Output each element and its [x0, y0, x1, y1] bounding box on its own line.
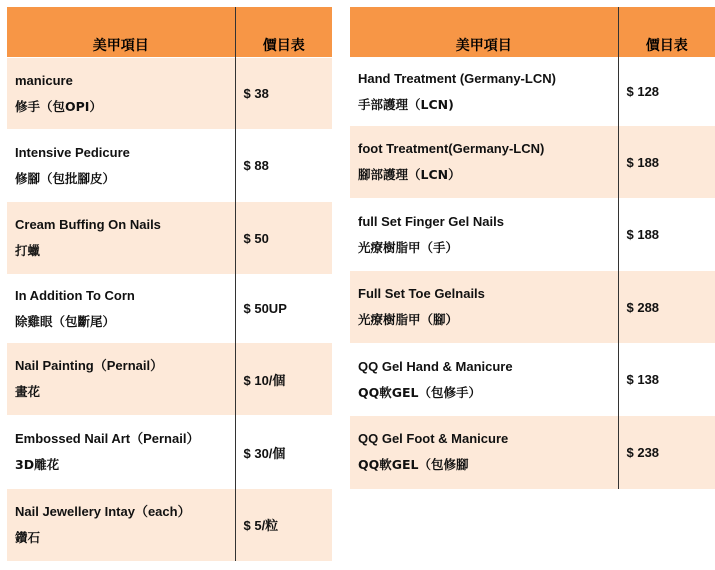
price-cell: $ 138: [618, 344, 715, 416]
price-cell: $ 5/粒: [235, 489, 332, 561]
item-name-en: manicure: [15, 72, 73, 88]
item-name-zh: 畫花: [15, 384, 41, 399]
price-cell: $ 50: [235, 202, 332, 275]
item-name-zh: 光療樹脂甲（腳）: [358, 312, 459, 327]
item-name-en: Nail Jewellery Intay（each）: [15, 503, 191, 519]
price-table-left: [7, 7, 332, 561]
price-cell: $ 38: [235, 58, 332, 130]
header-price: 價目表: [235, 7, 332, 58]
price-cell: $ 128: [618, 58, 715, 126]
item-name-en: QQ Gel Foot & Manicure: [358, 431, 509, 447]
price-cell: $ 30/個: [235, 416, 332, 489]
item-name-en: QQ Gel Hand & Manicure: [358, 358, 513, 374]
item-cell: [7, 343, 235, 416]
table-row: [7, 202, 332, 275]
table-row: [7, 130, 332, 202]
item-cell: [7, 416, 235, 489]
item-cell: [7, 489, 235, 561]
item-name-en: In Addition To Corn: [15, 287, 135, 303]
item-name-en: Cream Buffing On Nails: [15, 217, 161, 232]
table-row: [7, 489, 332, 561]
price-table-right: [350, 7, 715, 489]
price-cell: $ 188: [618, 126, 715, 199]
item-cell: [7, 275, 235, 343]
price-cell: $ 188: [618, 199, 715, 271]
table-row: [350, 344, 715, 416]
item-cell: [350, 126, 618, 199]
item-name-en: full Set Finger Gel Nails: [358, 213, 504, 229]
item-name-en: Full Set Toe Gelnails: [358, 286, 485, 301]
price-cell: $ 238: [618, 416, 715, 489]
table-row: [350, 416, 715, 489]
item-name-en: Embossed Nail Art（Pernail）: [15, 431, 200, 446]
header-row: [7, 7, 332, 58]
price-cell: $ 88: [235, 130, 332, 202]
table-row: [350, 58, 715, 126]
item-name-en: foot Treatment(Germany-LCN): [358, 141, 545, 156]
header-row: [350, 7, 715, 58]
item-cell: [350, 344, 618, 416]
price-cell: $ 50UP: [235, 275, 332, 343]
table-row: [350, 199, 715, 271]
item-name-zh: 3D雕花: [15, 457, 60, 472]
item-cell: [7, 130, 235, 202]
item-name-en: Intensive Pedicure: [15, 144, 130, 160]
item-name-zh: 腳部護理（LCN）: [358, 167, 461, 182]
item-name-en: Hand Treatment (Germany-LCN): [358, 70, 556, 86]
item-name-zh: 手部護理（LCN): [358, 96, 454, 112]
table-row: [7, 275, 332, 343]
price-cell: $ 288: [618, 271, 715, 344]
item-name-zh: 修腳（包批腳皮）: [15, 170, 116, 186]
item-cell: [7, 58, 235, 130]
item-cell: [350, 58, 618, 126]
table-row: [7, 58, 332, 130]
header-item: 美甲項目: [350, 7, 618, 58]
item-name-zh: QQ軟GEL（包修腳: [358, 457, 469, 473]
table-row: [350, 126, 715, 199]
table-row: [7, 416, 332, 489]
table-row: [7, 343, 332, 416]
item-cell: [350, 271, 618, 344]
item-name-en: Nail Painting（Pernail）: [15, 358, 164, 373]
item-cell: [350, 199, 618, 271]
item-name-zh: 鑽石: [15, 529, 41, 545]
item-name-zh: 修手（包OPI）: [15, 98, 102, 114]
price-cell: $ 10/個: [235, 343, 332, 416]
table-row: [350, 271, 715, 344]
item-name-zh: 光療樹脂甲（手）: [358, 239, 459, 255]
item-name-zh: 打蠟: [15, 243, 41, 258]
item-cell: [350, 416, 618, 489]
item-name-zh: QQ軟GEL（包修手）: [358, 384, 482, 400]
header-item: 美甲項目: [7, 7, 235, 58]
item-name-zh: 除雞眼（包斷尾）: [15, 313, 116, 329]
header-price: 價目表: [618, 7, 715, 58]
item-cell: [7, 202, 235, 275]
